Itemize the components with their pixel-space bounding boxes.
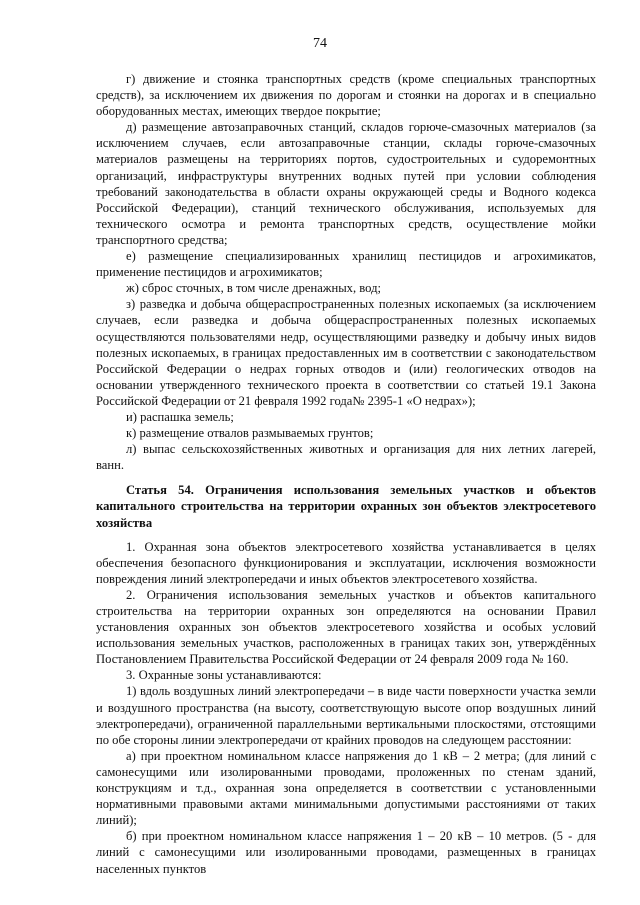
clause-3-item-1: 1) вдоль воздушных линий электропередачи – в виде части поверхности участка земли и воздушного пространства (на высоту, соответствующую высоте опор воздушных линий электропередачи), ограниченной параллельными вертикальными плоскостями, отстоящими по обе стороны линии электропередачи от крайних проводов на следующем расстоянии:	[96, 684, 596, 747]
paragraph-z: з) разведка и добыча общераспространенных полезных ископаемых (за исключением случаев, если разведка и добыча общераспространенных полезных ископаемых осуществляются пользователями недр, осуществляющими разведку и добычу иных видов полезных ископаемых, в границах предоставленных им в соответствии с законодательством Российской Федерации о недрах горных отводов и (или) геологических отводов на основании утвержденного технического проекта в соответствии со статьей 19.1 Закона Российской Федерации от 21 февраля 1992 года№ 2395-1 «О недрах»);	[96, 297, 596, 408]
clause-3: 3. Охранные зоны устанавливаются:	[126, 668, 322, 683]
paragraph-l: л) выпас сельскохозяйственных животных и организация для них летних лагерей, ванн.	[96, 442, 596, 473]
clause-3-item-1-b: б) при проектном номинальном классе напряжения 1 – 20 кВ – 10 метров. (5 - для линий с самонесущими или изолированными проводами, размещенных в границах населенных пунктов	[96, 829, 596, 876]
paragraph-k: к) размещение отвалов размываемых грунтов;	[126, 426, 374, 441]
paragraph-g: г) движение и стоянка транспортных средств (кроме специальных транспортных средств), за исключением их движения по дорогам и стоянки на дорогах и в специально оборудованных местах, имеющих твердое покрытие;	[96, 72, 596, 119]
clause-1: 1. Охранная зона объектов электросетевого хозяйства устанавливается в целях обеспечения безопасного функционирования и эксплуатации, исключения возможности повреждения линий электропередачи и иных объектов электросетевого хозяйства.	[96, 539, 596, 586]
paragraph-zh: ж) сброс сточных, в том числе дренажных, вод;	[126, 281, 381, 296]
page-number: 74	[313, 36, 327, 51]
document-body	[96, 71, 596, 877]
paragraph-e: е) размещение специализированных хранилищ пестицидов и агрохимикатов, применение пестицидов и агрохимикатов;	[96, 249, 596, 280]
clause-2: 2. Ограничения использования земельных участков и объектов капитального строительства на территории охранных зон определяются на основании Правил установления охранных зон объектов электросетевого хозяйства и особых условий использования земельных участков, расположенных в границах таких зон, утверждённых Постановлением Правительства Российской Федерации от 24 февраля 2009 года № 160.	[96, 587, 596, 667]
paragraph-d: д) размещение автозаправочных станций, складов горюче-смазочных материалов (за исключением случаев, если автозаправочные станции, склады горюче-смазочных материалов размещены на территориях портов, судостроительных и судоремонтных организаций, инфраструктуры внутренних водных путей при условии соблюдения требований законодательства в области охраны окружающей среды и Водного кодекса Российской Федерации), станций технического обслуживания, используемых для технического осмотра и ремонта транспортных средств, осуществление мойки транспортного средства;	[96, 120, 596, 247]
paragraph-i: и) распашка земель;	[126, 409, 234, 424]
article-54-heading: Статья 54. Ограничения использования земельных участков и объектов капитального строительства на территории охранных зон объектов электросетевого хозяйства	[96, 483, 596, 530]
clause-3-item-1-a: а) при проектном номинальном классе напряжения до 1 кВ – 2 метра; (для линий с самонесущими или изолированными проводами, проложенных по стенам зданий, конструкциям и т.д., охранная зона определяется в соответствии с установленными нормативными правовыми актами минимальными допустимыми расстояниями от таких линий);	[96, 748, 596, 828]
